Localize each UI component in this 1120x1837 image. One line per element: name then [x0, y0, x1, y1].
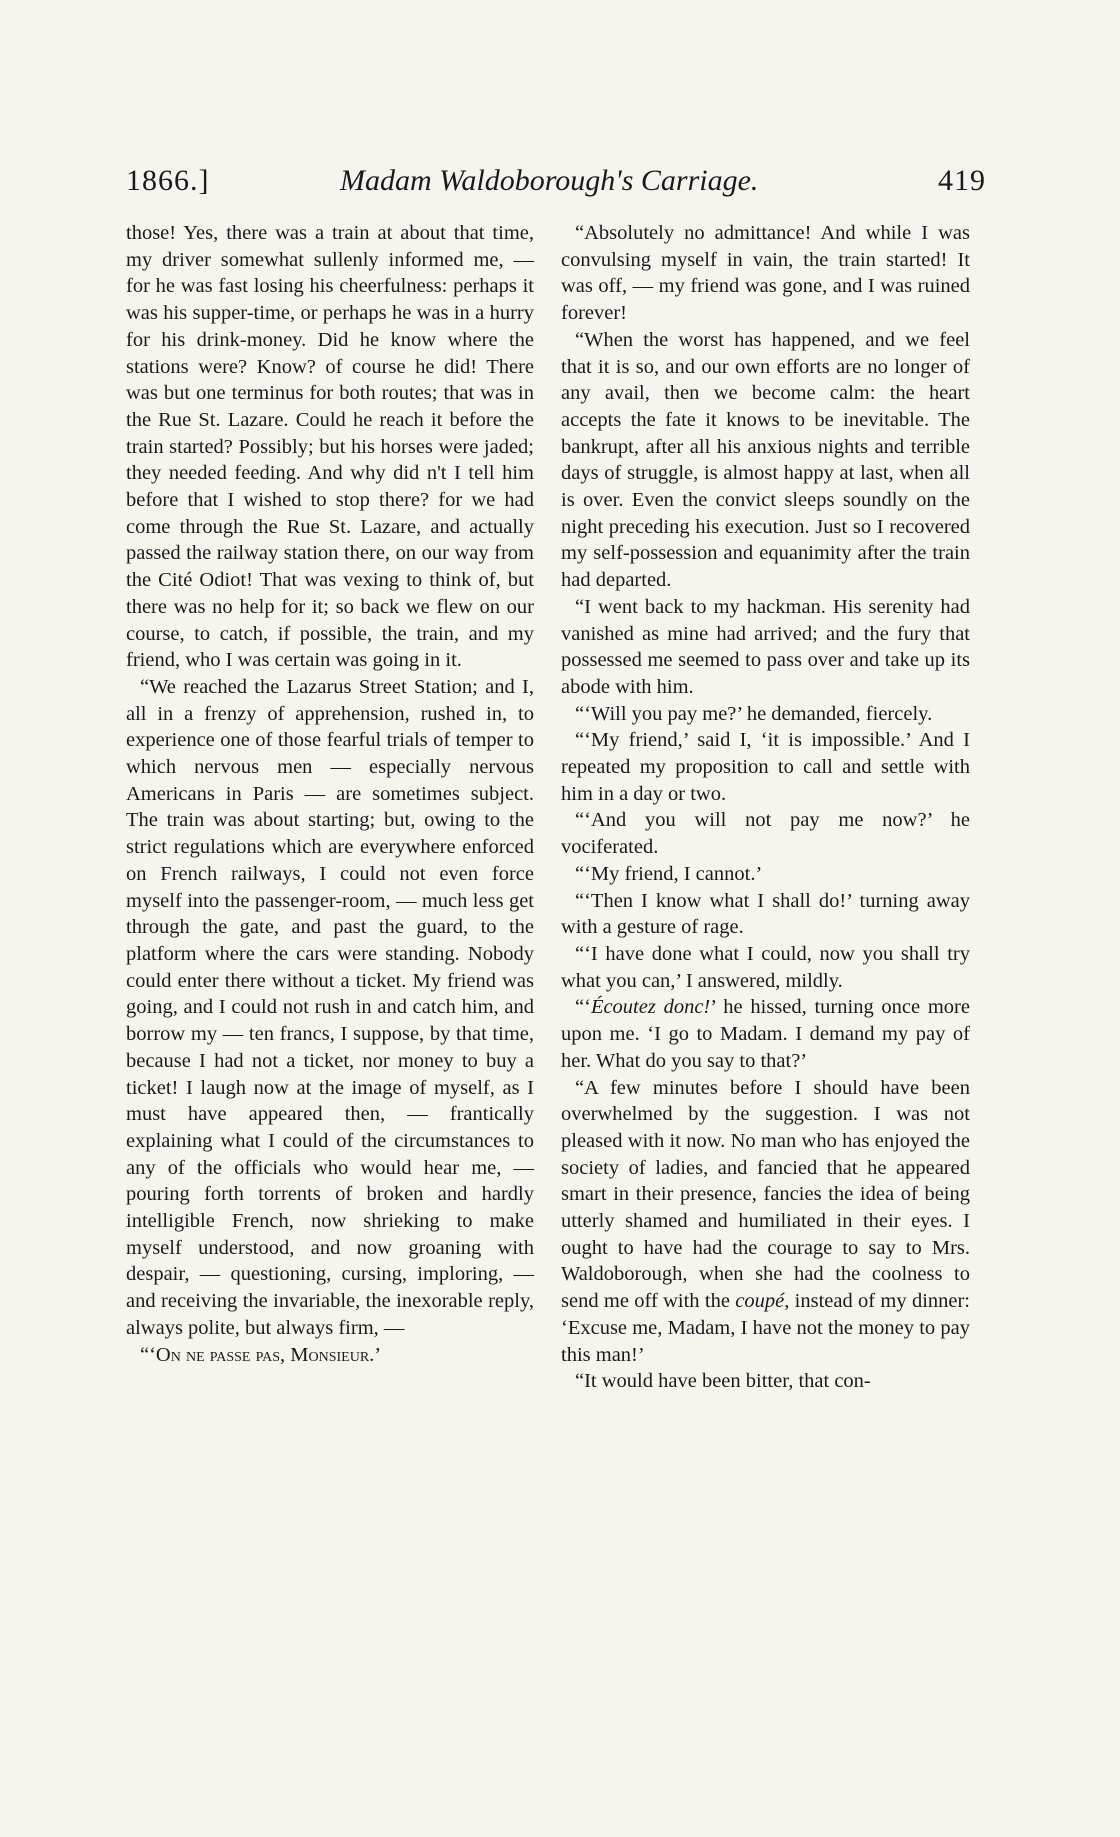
paragraph: “I went back to my hackman. His serenity had vanished as mine had arrived; and the fury that possessed me seemed to pass over and take up its abode with him.: [561, 595, 970, 698]
paragraph: “‘And you will not pay me now?’ he vociferated.: [561, 809, 970, 859]
paragraph: “We reached the Lazarus Street Station; and I, all in a frenzy of apprehension, rushed in, to experience one of those fearful trials of temper to which nervous men — especially nervous Americans in Paris — are sometimes subject. The train was about starting; but, owing to the strict regulations which are everywhere enforced on French railways, I could not even force myself into the passenger-room, — much less get through the gate, and past the guard, to the platform where the cars were standing. Nobody could enter there without a ticket. My friend was going, and I could not rush in and catch him, and borrow my — ten francs, I suppose, by that time, because I had not a ticket, nor money to buy a ticket! I laugh now at the image of myself, as I must have appeared then, — frantically explaining what I could of the circumstances to any of the officials who would hear me, — pouring forth torrents of broken and hardly intelligible French, now shrieking to make myself understood, and now groaning with despair, — questioning, cursing, imploring, — and receiving the invariable, the inexorable reply, always polite, but always firm, —: [126, 675, 534, 1339]
paragraph: [561, 994, 970, 1074]
paragraph: “When the worst has happened, and we feel that it is so, and our own efforts are no longer of any avail, then we become calm: the heart accepts the fate it knows to be inevitable. The bankrupt, after all his anxious nights and terrible days of struggle, is almost happy at last, when all is over. Even the convict sleeps soundly on the night preceding his execution. Just so I recovered my self-possession and equanimity after the train had departed.: [561, 328, 970, 592]
header-year: 1866.]: [126, 164, 210, 197]
quote-open: “‘: [575, 996, 591, 1019]
paragraph: “‘My friend, I cannot.’: [575, 862, 763, 885]
paragraph: “‘Then I know what I shall do!’ turning away with a gesture of rage.: [561, 889, 970, 939]
left-column: [126, 220, 534, 1368]
paragraph: “‘I have done what I could, now you shall try what you can,’ I answered, mildly.: [561, 942, 970, 992]
running-header: [126, 164, 986, 208]
paragraph: “‘My friend,’ said I, ‘it is impossible.’ And I repeated my proposition to call and settle with him in a day or two.: [561, 729, 970, 805]
italic-phrase: Écoutez donc!: [590, 996, 711, 1019]
header-title: Madam Waldoborough's Carriage.: [340, 164, 759, 197]
paragraph: those! Yes, there was a train at about that time, my driver somewhat sullenly informed me, — for he was fast losing his cheerfulness: perhaps it was his supper-time, or perhaps he was in a hurry for his drink-money. Did he know where the stations were? Know? of course he did! There was but one terminus for both routes; that was in the Rue St. Lazare. Could he reach it before the train started? Possibly; but his horses were jaded; they needed feeding. And why did n't I tell him before that I wished to stop there? for we had come through the Rue St. Lazare, and actually passed the railway station there, on our way from the Cité Odiot! That was vexing to think of, but there was no help for it; so back we flew on our course, to catch, if possible, the train, and my friend, who I was certain was going in it.: [126, 222, 534, 672]
paragraph: “‘Will you pay me?’ he demanded, fiercely.: [575, 702, 933, 725]
paragraph-rest: , instead of my dinner: ‘Excuse me, Madam, I have not the money to pay this man!’: [561, 1290, 971, 1366]
paragraph: “Absolutely no admittance! And while I was convulsing myself in vain, the train started! It was off, — my friend was gone, and I was ruined forever!: [561, 222, 970, 325]
page-number: 419: [938, 164, 986, 197]
paragraph-text: “A few minutes before I should have been overwhelmed by the suggestion. I was not pleased with it now. No man who has enjoyed the society of ladies, and fancied that he appeared smart in their presence, fancies the idea of being utterly shamed and humiliated in their eyes. I ought to have had the courage to say to Mrs. Waldoborough, when she had the coolness to send me off with the: [561, 1076, 970, 1313]
paragraph-rest: ’ he hissed, turning once more upon me. ‘I go to Madam. I demand my pay of her. What do you say to that?’: [561, 996, 970, 1072]
paragraph: [561, 1075, 970, 1369]
paragraph: “‘On ne passe pas, Monsieur.’: [140, 1343, 382, 1366]
right-column: [561, 220, 970, 1395]
italic-word: coupé: [735, 1290, 785, 1313]
paragraph: “It would have been bitter, that con-: [575, 1370, 871, 1393]
